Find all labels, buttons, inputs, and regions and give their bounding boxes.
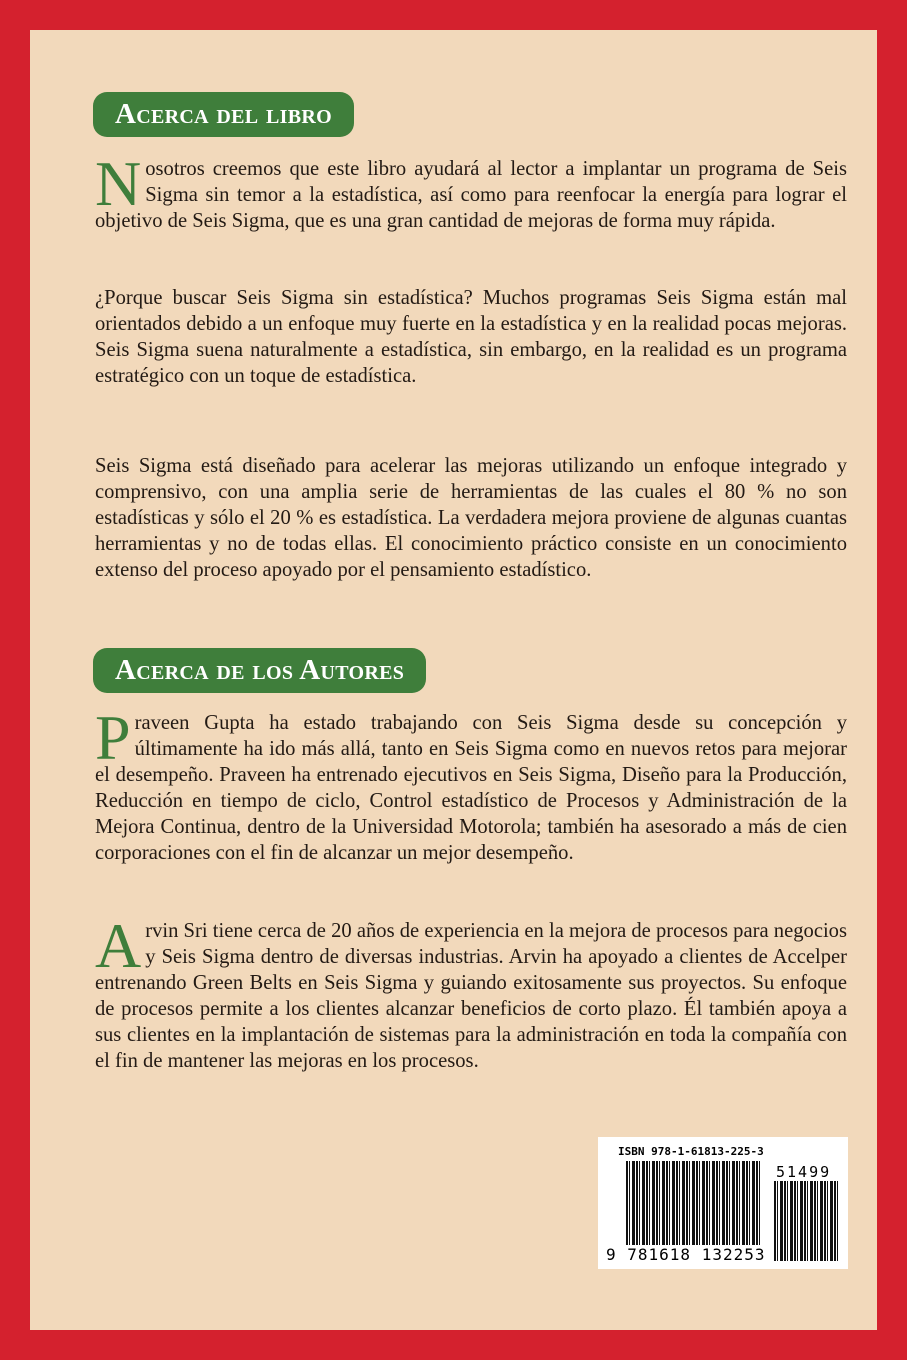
back-cover	[30, 30, 877, 1330]
paragraph-text: raveen Gupta ha estado trabajando con Seis Sigma desde su concepción y últimamente ha ido más allá, tanto en Seis Sigma como en nuevos retos para mejorar el desempeño. Praveen ha entrenado ejecutivos en Seis Sigma, Diseño para la Producción, Reducción en tiempo de ciclo, Control estadístico de Procesos y Administración de la Mejora Continua, dentro de la Universidad Motorola; también ha asesorado a más de cien corporaciones con el fin de alcanzar un mejor desempeño.	[95, 712, 847, 864]
addon-bars	[774, 1181, 838, 1261]
section-heading-about-authors: Acerca de los Autores	[93, 648, 426, 693]
paragraph-about-book-3: Seis Sigma está diseñado para acelerar las mejoras utilizando un enfoque integrado y comprensivo, con una amplia serie de herramientas de las cuales el 80 % no son estadísticas y sólo el 20 % es estadística. La verdadera mejora proviene de algunas cuantas herramientas y no de todas ellas. El conocimiento práctico consiste en un conocimiento extenso del proceso apoyado por el pensamiento estadístico.	[95, 455, 847, 581]
ean-bars	[626, 1161, 762, 1251]
paragraph-author-gupta	[95, 702, 847, 866]
drop-cap: A	[95, 910, 142, 981]
paragraph-text: rvin Sri tiene cerca de 20 años de experiencia en la mejora de procesos para negocios y Seis Sigma dentro de diversas industrias. Arvin ha apoyado a clientes de Accelper entrenando Green Belts en Seis Sigma y guiando exitosamente sus proyectos. Su enfoque de procesos permite a los clientes alcanzar beneficios de corto plazo. Él también apoya a sus clientes en la implantación de sistemas para la administración en toda la compañía con el fin de mantener las mejoras en los procesos.	[95, 920, 847, 1072]
paragraph-text: osotros creemos que este libro ayudará al lector a implantar un programa de Seis Sigma sin temor a la estadística, así como para reenfocar la energía para lograr el objetivo de Seis Sigma, que es una gran cantidad de mejoras de forma muy rápida.	[95, 158, 847, 232]
drop-cap: P	[95, 702, 131, 773]
ean-digits: 9 781618 132253	[606, 1245, 766, 1264]
drop-cap: N	[95, 148, 142, 219]
paragraph-about-book-2: ¿Porque buscar Seis Sigma sin estadística? Muchos programas Seis Sigma están mal orientados debido a un enfoque muy fuerte en la estadística y en la realidad pocas mejoras. Seis Sigma suena naturalmente a estadística, sin embargo, en la realidad es un programa estratégico con un toque de estadística.	[95, 287, 847, 387]
section-heading-about-book: Acerca del libro	[93, 92, 354, 137]
isbn-label: ISBN 978-1-61813-225-3	[618, 1145, 764, 1158]
paragraph-about-book-1	[95, 148, 847, 234]
isbn-barcode	[598, 1137, 848, 1269]
price-code: 51499	[776, 1163, 832, 1181]
paragraph-author-sri	[95, 910, 847, 1074]
